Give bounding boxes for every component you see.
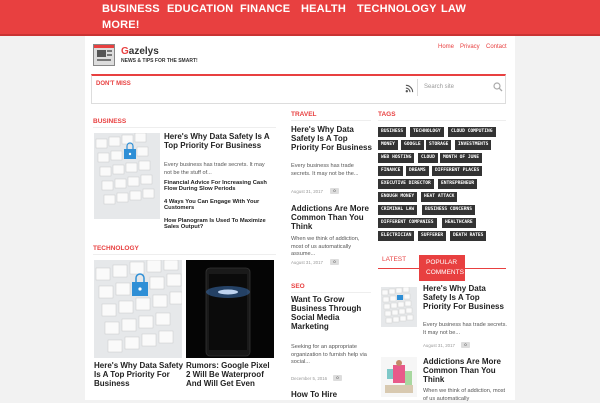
business-heading: BUSINESS xyxy=(93,118,276,128)
tag-enough-money[interactable]: ENOUGH MONEY xyxy=(378,192,417,202)
tabs-post-2-title[interactable]: Addictions Are More Common Than You Think xyxy=(423,357,501,384)
tag-business-concerns[interactable]: BUSINESS CONCERNS xyxy=(422,205,475,215)
business-link-3[interactable]: How Planogram Is Used To Maximize Sales Output? xyxy=(164,218,266,231)
tab-popular-comments[interactable] xyxy=(419,255,465,281)
technology-card-2-title[interactable]: Rumors: Google Pixel 2 Will Be Waterproof And Will Get Even xyxy=(186,361,270,388)
top-link-contact[interactable]: Contact xyxy=(486,44,507,50)
technology-card-1-thumbnail[interactable] xyxy=(94,260,182,358)
tab-comments-label: COMMENTS xyxy=(426,269,464,277)
top-link-home[interactable]: Home xyxy=(438,44,455,50)
tabs-post-1-title[interactable]: Here's Why Data Safety Is A Top Priority For Business xyxy=(423,284,504,311)
tag-storage[interactable]: STORAGE xyxy=(426,140,451,150)
tab-popular-label: POPULAR xyxy=(426,259,458,266)
travel-post-2-title[interactable]: Addictions Are More Common Than You Think xyxy=(291,204,369,231)
nav-item-business[interactable]: BUSINESS xyxy=(102,3,160,15)
tab-latest[interactable]: LATEST xyxy=(382,256,407,263)
dont-miss-bar xyxy=(91,74,506,104)
tag-sufferer[interactable]: SUFFERER xyxy=(418,231,446,241)
travel-post-1-date: August 31, 2017 xyxy=(291,189,323,194)
tabs-post-1-excerpt: Every business has trade secrets. It may not be... xyxy=(423,322,507,336)
business-lead-thumbnail[interactable] xyxy=(94,133,160,219)
nav-item-more[interactable]: MORE! xyxy=(102,19,140,31)
tag-money[interactable]: MONEY xyxy=(378,140,398,150)
travel-post-1-title[interactable]: Here's Why Data Safety Is A Top Priority For Business xyxy=(291,125,372,152)
tabs-post-2-thumbnail[interactable] xyxy=(381,357,417,397)
tabs-post-1-comment-count[interactable]: 0 xyxy=(461,342,470,348)
business-link-1[interactable]: Financial Advice For Increasing Cash Flow During Slow Periods xyxy=(164,180,267,193)
tag-month-of-june[interactable]: MONTH OF JUNE xyxy=(440,153,482,163)
seo-post-1-date: December 5, 2016 xyxy=(291,376,328,381)
logo-icon[interactable] xyxy=(93,44,115,66)
tag-business[interactable]: BUSINESS xyxy=(378,127,406,137)
tag-technology[interactable]: TECHNOLOGY xyxy=(410,127,444,137)
seo-post-1-excerpt: Seeking for an appropriate organization to furnish help via social... xyxy=(291,344,367,366)
search-icon[interactable] xyxy=(493,82,503,92)
tag-entrepreneur[interactable]: ENTREPRENEUR xyxy=(438,179,477,189)
technology-card-1-title[interactable]: Here's Why Data Safety Is A Top Priority For Business xyxy=(94,361,184,388)
tag-investments[interactable]: INVESTMENTS xyxy=(455,140,491,150)
business-link-2[interactable]: 4 Ways You Can Engage With Your Customers xyxy=(164,199,260,212)
top-link-privacy[interactable]: Privacy xyxy=(460,44,480,50)
tag-different-companies[interactable]: DIFFERENT COMPANIES xyxy=(378,218,437,228)
search-box[interactable] xyxy=(417,79,506,96)
site-name[interactable] xyxy=(121,46,159,57)
nav-item-education[interactable]: EDUCATION xyxy=(167,3,234,15)
tag-executive-director[interactable]: EXECUTIVE DIRECTOR xyxy=(378,179,434,189)
business-lead-title[interactable]: Here's Why Data Safety Is A Top Priority For Business xyxy=(164,132,270,150)
travel-heading: TRAVEL xyxy=(291,111,371,121)
tag-healthcare[interactable]: HEALTHCARE xyxy=(442,218,476,228)
tabs-post-1-date: August 31, 2017 xyxy=(423,343,455,348)
travel-post-2-excerpt: When we think of addiction, most of us automatically assume... xyxy=(291,236,360,258)
top-navigation xyxy=(0,0,600,36)
tag-cloud[interactable]: CLOUD xyxy=(418,153,438,163)
site-name-rest: azelys xyxy=(128,46,159,57)
tag-electrician[interactable]: ELECTRICIAN xyxy=(378,231,414,241)
tag-dreams[interactable]: DREAMS xyxy=(406,166,429,176)
tag-heat-attack[interactable]: HEAT ATTACK xyxy=(421,192,457,202)
tags-heading: TAGS xyxy=(378,111,506,121)
tag-cloud-computing[interactable]: CLOUD COMPUTING xyxy=(448,127,496,137)
rss-icon[interactable] xyxy=(405,84,414,93)
travel-post-2-date: August 31, 2017 xyxy=(291,260,323,265)
nav-item-finance[interactable]: FINANCE xyxy=(240,3,291,15)
travel-post-1-excerpt: Every business has trade secrets. It may not be the... xyxy=(291,163,359,177)
tag-finance[interactable]: FINANCE xyxy=(378,166,403,176)
nav-item-health[interactable]: HEALTH xyxy=(301,3,346,15)
tabs-post-2-excerpt: When we think of addiction, most of us automatically xyxy=(423,388,506,402)
dont-miss-label: DON'T MISS xyxy=(96,81,131,87)
nav-item-law[interactable]: LAW xyxy=(441,3,467,15)
business-lead-excerpt: Every business has trade secrets. It may not be the stuff of... xyxy=(164,162,265,176)
tag-web-hosting[interactable]: WEB HOSTING xyxy=(378,153,414,163)
tag-criminal-law[interactable]: CRIMINAL LAW xyxy=(378,205,417,215)
tag-google[interactable]: GOOGLE xyxy=(401,140,424,150)
travel-post-2-comment-count[interactable]: 0 xyxy=(330,259,339,265)
tag-death-rates[interactable]: DEATH RATES xyxy=(450,231,486,241)
travel-post-1-comment-count[interactable]: 0 xyxy=(330,188,339,194)
tabs-post-1-thumbnail[interactable] xyxy=(381,287,417,327)
seo-post-1-comment-count[interactable]: 0 xyxy=(333,375,342,381)
search-input[interactable]: Search site xyxy=(424,84,455,90)
nav-item-technology[interactable]: TECHNOLOGY xyxy=(357,3,437,15)
seo-heading: SEO xyxy=(291,283,371,293)
technology-heading: TECHNOLOGY xyxy=(93,245,276,255)
page-container xyxy=(85,36,515,400)
seo-post-1-title[interactable]: Want To Grow Business Through Social Media Marketing xyxy=(291,295,362,331)
site-tagline: NEWS & TIPS FOR THE SMART! xyxy=(121,58,198,64)
seo-post-2-title[interactable]: How To Hire xyxy=(291,390,338,399)
technology-card-2-thumbnail[interactable] xyxy=(186,260,274,358)
site-name-initial: G xyxy=(121,46,129,57)
tag-different-places[interactable]: DIFFERENT PLACES xyxy=(432,166,482,176)
